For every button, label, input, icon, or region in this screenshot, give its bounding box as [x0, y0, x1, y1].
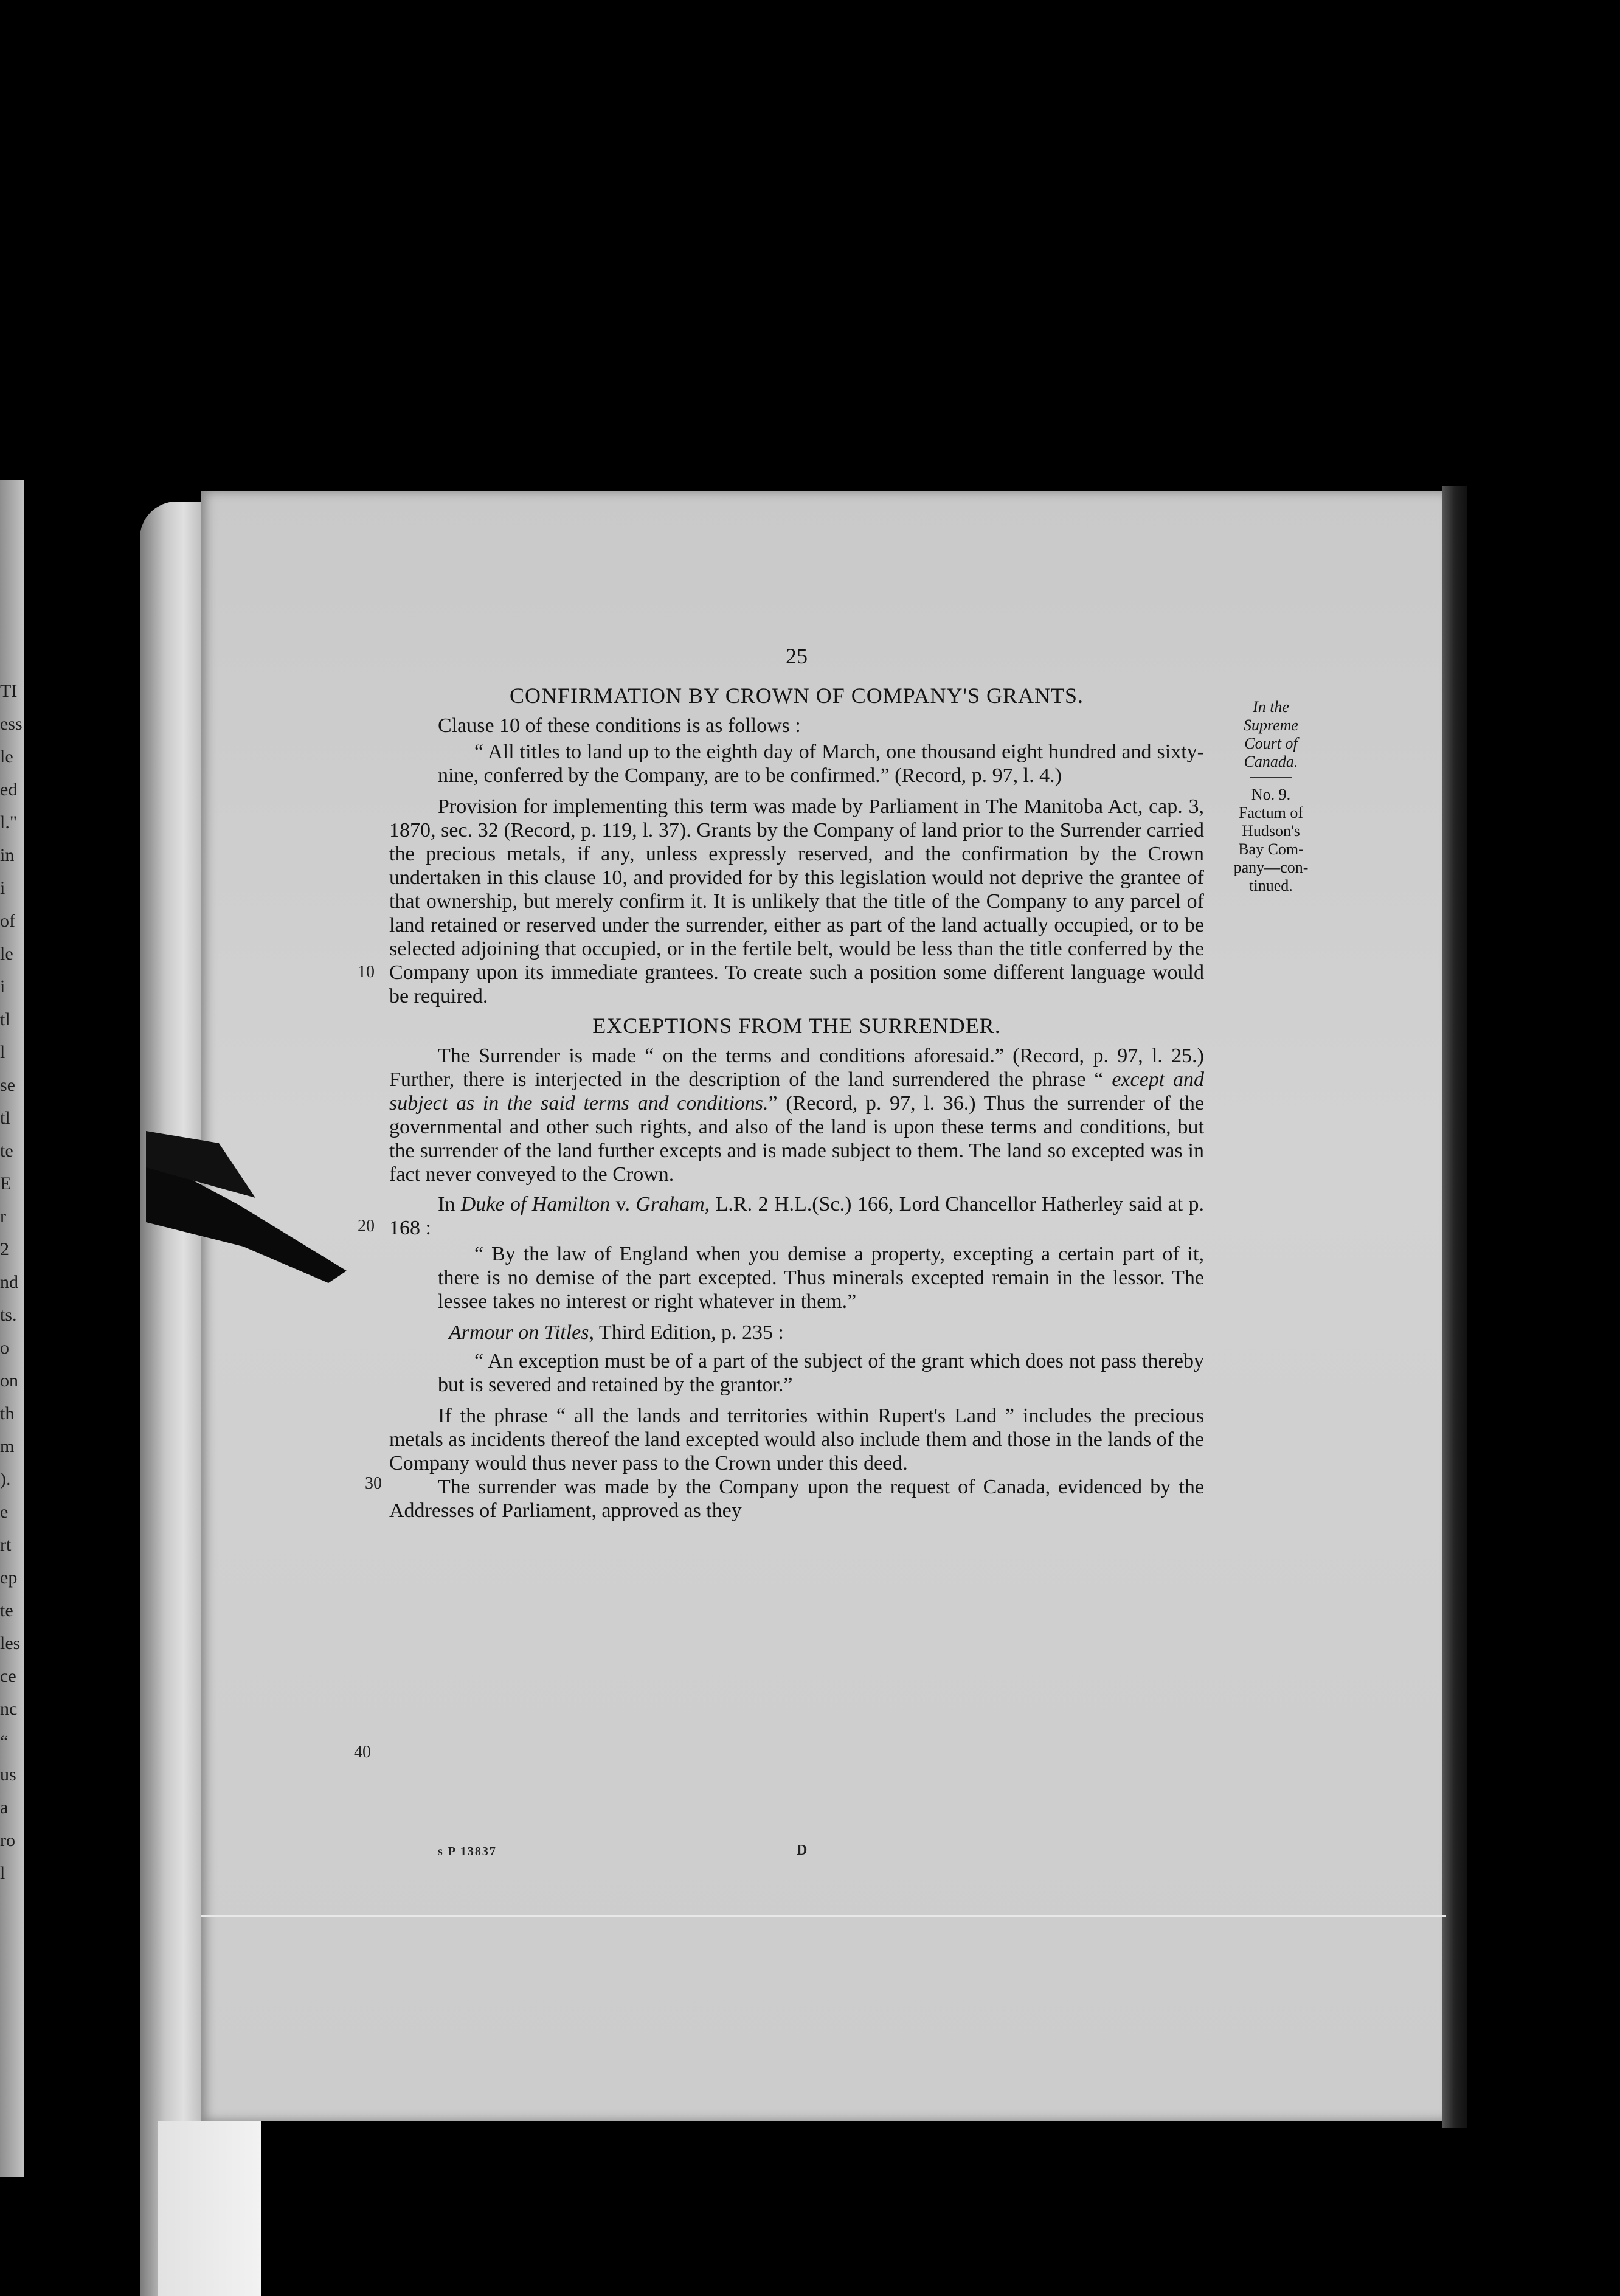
adjacent-fragment: 2 [0, 1239, 9, 1259]
adjacent-fragment: e [0, 1502, 9, 1522]
adjacent-fragment: a [0, 1797, 9, 1817]
margin-divider [1250, 777, 1292, 778]
margin-court-1: In the [1253, 698, 1289, 716]
page-bottom-rule [201, 1915, 1446, 1917]
adjacent-page-fragments [0, 480, 24, 1890]
adjacent-fragment: o [0, 1338, 9, 1358]
adjacent-fragment: m [0, 1436, 15, 1456]
para-clause-10: Clause 10 of these conditions is as follows : [438, 714, 801, 737]
footer-signature-mark: D [797, 1842, 808, 1858]
heading-confirmation: CONFIRMATION BY CROWN OF COMPANY'S GRANTS. [510, 683, 1084, 708]
page-number: 25 [786, 644, 808, 668]
adjacent-fragment: te [0, 1600, 13, 1620]
para-provision: Provision for implementing this term was made by Parliament in The Manitoba Act, cap. 3, 1870, sec. 32 (Record, p. 119, l. 37). Grants by the Company of land prior to the Surrender carried the precious metals, if any, unless expressly reserved, and the confirmation by the Crown undertaken in this clause 10, and provided for by this legislation would not deprive the grantee of that ownership, but merely confirm it. It is unlikely that the title of the Company to any parcel of land retained or reserved under the surrender, either as part of the land actually occupied, or to be selected adjoining that occupied, or in the fertile belt, would be less than the title conferred by the Company upon its immediate grantees. To create such a position some different language would be required. [389, 795, 1204, 1008]
para-phrase: If the phrase “ all the lands and territories within Rupert's Land ” includes the precious metals as incidents thereof the land excepted would also include them and those in the lands of the Company would thus never pass to the Crown under this deed. [389, 1405, 1204, 1475]
adjacent-fragment: tl [0, 1009, 10, 1029]
adjacent-fragment: i [0, 878, 5, 898]
margin-factum-4: pany—con- [1233, 859, 1309, 876]
para-surrender [389, 1044, 1204, 1186]
adjacent-fragment: se [0, 1075, 15, 1095]
margin-court-4: Canada. [1244, 753, 1298, 770]
margin-factum-3: Bay Com- [1238, 840, 1304, 858]
para-surrender-italic: except and subject as in the said terms and conditions. [389, 1068, 1204, 1115]
para-hamilton [389, 1192, 1204, 1240]
adjacent-fragment: ed [0, 780, 18, 800]
adjacent-fragment: les [0, 1633, 21, 1653]
adjacent-fragment: TI [0, 681, 18, 701]
para-surrender-a: The Surrender is made “ on the terms and conditions aforesaid.” (Record, p. 97, l. 25.) Further, there is interjected in the description of the land surrendered the phrase “ [389, 1045, 1204, 1091]
margin-number: No. 9. [1251, 786, 1291, 803]
case-name-graham: Graham [635, 1193, 705, 1215]
line-number-40: 40 [354, 1743, 371, 1762]
adjacent-fragment: ts. [0, 1305, 17, 1325]
adjacent-fragment: ro [0, 1830, 15, 1850]
margin-court-3: Court of [1244, 735, 1298, 752]
adjacent-fragment: ep [0, 1568, 18, 1588]
line-number-10: 10 [358, 963, 375, 981]
quote-exception: “ An exception must be of a part of the subject of the grant which does not pass thereby but is severed and retained by the grantor.” [438, 1350, 1204, 1396]
adjacent-fragment: l." [0, 812, 18, 832]
adjacent-fragment: tl [0, 1108, 10, 1128]
margin-note [1210, 698, 1332, 895]
adjacent-fragment: nc [0, 1699, 18, 1719]
adjacent-fragment: E [0, 1174, 12, 1194]
cite-armour [389, 1321, 1204, 1344]
line-number-30: 30 [365, 1474, 382, 1493]
adjacent-fragment: r [0, 1206, 6, 1226]
adjacent-fragment: on [0, 1371, 18, 1391]
para-hamilton-v: v. [610, 1193, 636, 1215]
case-name-hamilton: Duke of Hamilton [460, 1193, 611, 1215]
footer-print-code: s P 13837 [438, 1845, 497, 1858]
adjacent-fragment: l [0, 1863, 5, 1883]
margin-court-2: Supreme [1243, 716, 1298, 734]
lower-paper-block [158, 2121, 261, 2296]
spacer [389, 1186, 1204, 1192]
cite-armour-title: Armour on Titles [449, 1321, 589, 1344]
quote-law-of-england: “ By the law of England when you demise a property, excepting a certain part of it, there is no demise of the part excepted. Thus minerals excepted remain in the lessor. The lessee takes no interest or right whatever in them.” [438, 1243, 1204, 1313]
page-binding-edge [1442, 486, 1467, 2128]
adjacent-fragment: ess [0, 714, 22, 734]
line-number-20: 20 [358, 1217, 375, 1236]
adjacent-fragment: i [0, 977, 5, 997]
adjacent-fragment: th [0, 1403, 15, 1423]
adjacent-page-strip [0, 480, 24, 2177]
adjacent-fragment: le [0, 747, 13, 767]
margin-factum-2: Hudson's [1242, 822, 1300, 840]
heading-exceptions: EXCEPTIONS FROM THE SURRENDER. [592, 1014, 1001, 1038]
adjacent-fragment: nd [0, 1272, 18, 1292]
adjacent-fragment: rt [0, 1535, 12, 1555]
margin-factum-1: Factum of [1238, 804, 1304, 821]
para-surrender-b: ” (Record, p. 97, l. 36.) Thus the surrender of the governmental and other such rights, and also of the land is upon these terms and conditions, but the surrender of the land further excepts and is made subject to them. The land so excepted was in fact never conveyed to the Crown. [389, 1092, 1204, 1186]
para-last: The surrender was made by the Company upon the request of Canada, evidenced by the Addresses of Parliament, approved as they [389, 1476, 1204, 1522]
adjacent-fragment: l [0, 1042, 5, 1062]
adjacent-fragment: in [0, 845, 15, 865]
adjacent-fragment: le [0, 944, 13, 964]
cite-armour-rest: , Third Edition, p. 235 : [589, 1321, 784, 1344]
adjacent-fragment: “ [0, 1732, 9, 1752]
quote-all-titles: “ All titles to land up to the eighth day of March, one thousand eight hundred and sixty-nine, conferred by the Company, are to be confirmed.” (Record, p. 97, l. 4.) [438, 741, 1204, 787]
adjacent-fragment: us [0, 1765, 16, 1785]
pointer-shadow-icon [146, 1131, 347, 1289]
para-hamilton-a: In [438, 1193, 461, 1215]
adjacent-fragment: of [0, 911, 15, 931]
adjacent-fragment: ce [0, 1666, 16, 1686]
adjacent-fragment: ). [0, 1469, 11, 1489]
margin-factum-5: tinued. [1249, 877, 1293, 894]
document-body [389, 645, 1204, 1523]
para-hamilton-b: , L.R. 2 H.L.(Sc.) 166, Lord Chancellor Hatherley said at p. 168 : [389, 1193, 1205, 1239]
adjacent-fragment: te [0, 1141, 13, 1161]
